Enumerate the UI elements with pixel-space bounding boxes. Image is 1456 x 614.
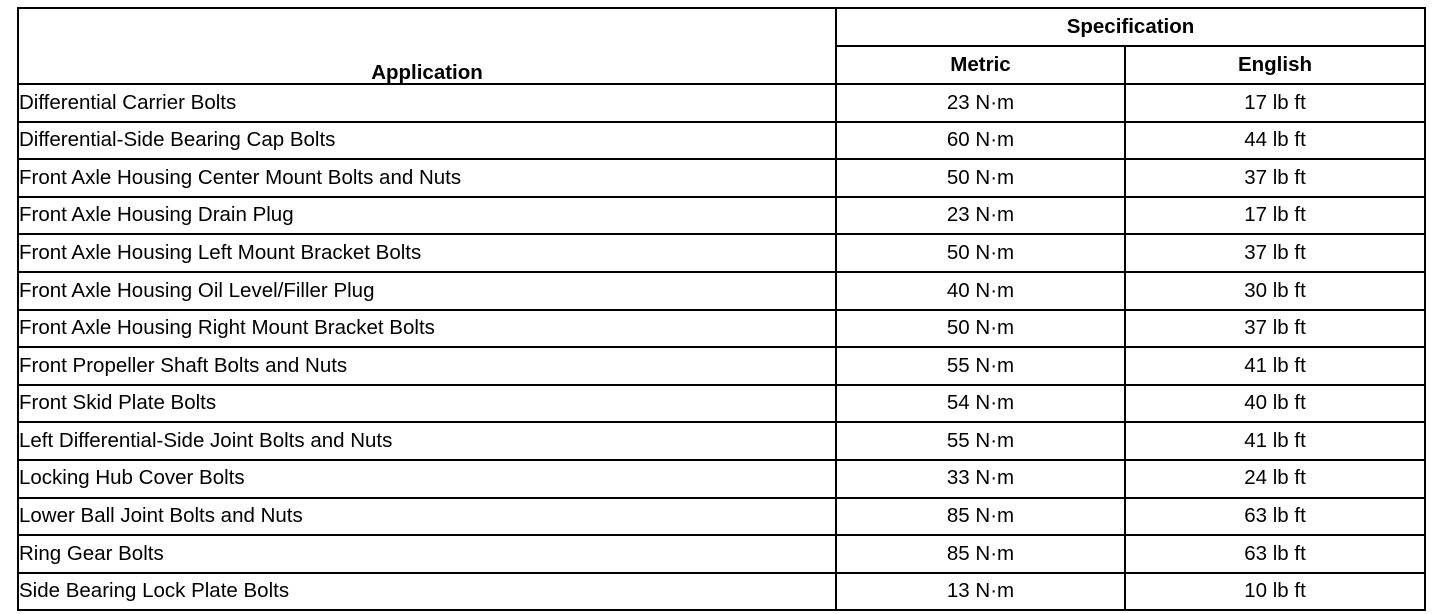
metric-cell: 55 N·m: [836, 422, 1125, 460]
metric-cell: 23 N·m: [836, 84, 1125, 122]
table-row: [18, 159, 1425, 197]
application-cell: Side Bearing Lock Plate Bolts: [18, 573, 836, 611]
table-row: [18, 272, 1425, 310]
table-row: [18, 498, 1425, 536]
metric-cell: 50 N·m: [836, 234, 1125, 272]
metric-cell: 40 N·m: [836, 272, 1125, 310]
metric-cell: 50 N·m: [836, 310, 1125, 348]
table-row: [18, 84, 1425, 122]
table-header: [18, 8, 1425, 84]
metric-cell: 60 N·m: [836, 122, 1125, 160]
table-row: [18, 234, 1425, 272]
table-row: [18, 535, 1425, 573]
application-cell: Front Axle Housing Center Mount Bolts and Nuts: [18, 159, 836, 197]
english-cell: 10 lb ft: [1125, 573, 1425, 611]
table-row: [18, 347, 1425, 385]
application-cell: Front Propeller Shaft Bolts and Nuts: [18, 347, 836, 385]
application-cell: Left Differential-Side Joint Bolts and Nuts: [18, 422, 836, 460]
english-cell: 17 lb ft: [1125, 84, 1425, 122]
application-cell: Lower Ball Joint Bolts and Nuts: [18, 498, 836, 536]
metric-cell: 85 N·m: [836, 498, 1125, 536]
english-cell: 63 lb ft: [1125, 498, 1425, 536]
english-cell: 37 lb ft: [1125, 159, 1425, 197]
metric-cell: 23 N·m: [836, 197, 1125, 235]
english-cell: 17 lb ft: [1125, 197, 1425, 235]
header-row-top: [18, 8, 1425, 46]
table-row: [18, 385, 1425, 423]
english-cell: 30 lb ft: [1125, 272, 1425, 310]
table-row: [18, 197, 1425, 235]
english-cell: 44 lb ft: [1125, 122, 1425, 160]
application-cell: Differential Carrier Bolts: [18, 84, 836, 122]
metric-header: Metric: [836, 46, 1125, 84]
table-row: [18, 422, 1425, 460]
application-cell: Ring Gear Bolts: [18, 535, 836, 573]
application-cell: Differential-Side Bearing Cap Bolts: [18, 122, 836, 160]
table-body: [18, 84, 1425, 610]
metric-cell: 50 N·m: [836, 159, 1125, 197]
metric-cell: 54 N·m: [836, 385, 1125, 423]
english-cell: 41 lb ft: [1125, 422, 1425, 460]
application-cell: Front Axle Housing Oil Level/Filler Plug: [18, 272, 836, 310]
metric-cell: 33 N·m: [836, 460, 1125, 498]
table-row: [18, 122, 1425, 160]
english-cell: 63 lb ft: [1125, 535, 1425, 573]
table-row: [18, 573, 1425, 611]
application-cell: Front Axle Housing Drain Plug: [18, 197, 836, 235]
metric-cell: 85 N·m: [836, 535, 1125, 573]
application-cell: Front Skid Plate Bolts: [18, 385, 836, 423]
application-cell: Front Axle Housing Left Mount Bracket Bolts: [18, 234, 836, 272]
application-cell: Locking Hub Cover Bolts: [18, 460, 836, 498]
specification-header: Specification: [836, 8, 1425, 46]
application-header: Application: [18, 8, 836, 84]
torque-spec-table: [17, 7, 1426, 611]
metric-cell: 13 N·m: [836, 573, 1125, 611]
metric-cell: 55 N·m: [836, 347, 1125, 385]
english-cell: 41 lb ft: [1125, 347, 1425, 385]
english-cell: 24 lb ft: [1125, 460, 1425, 498]
english-cell: 40 lb ft: [1125, 385, 1425, 423]
english-header: English: [1125, 46, 1425, 84]
english-cell: 37 lb ft: [1125, 310, 1425, 348]
table-row: [18, 310, 1425, 348]
english-cell: 37 lb ft: [1125, 234, 1425, 272]
application-cell: Front Axle Housing Right Mount Bracket Bolts: [18, 310, 836, 348]
table-row: [18, 460, 1425, 498]
